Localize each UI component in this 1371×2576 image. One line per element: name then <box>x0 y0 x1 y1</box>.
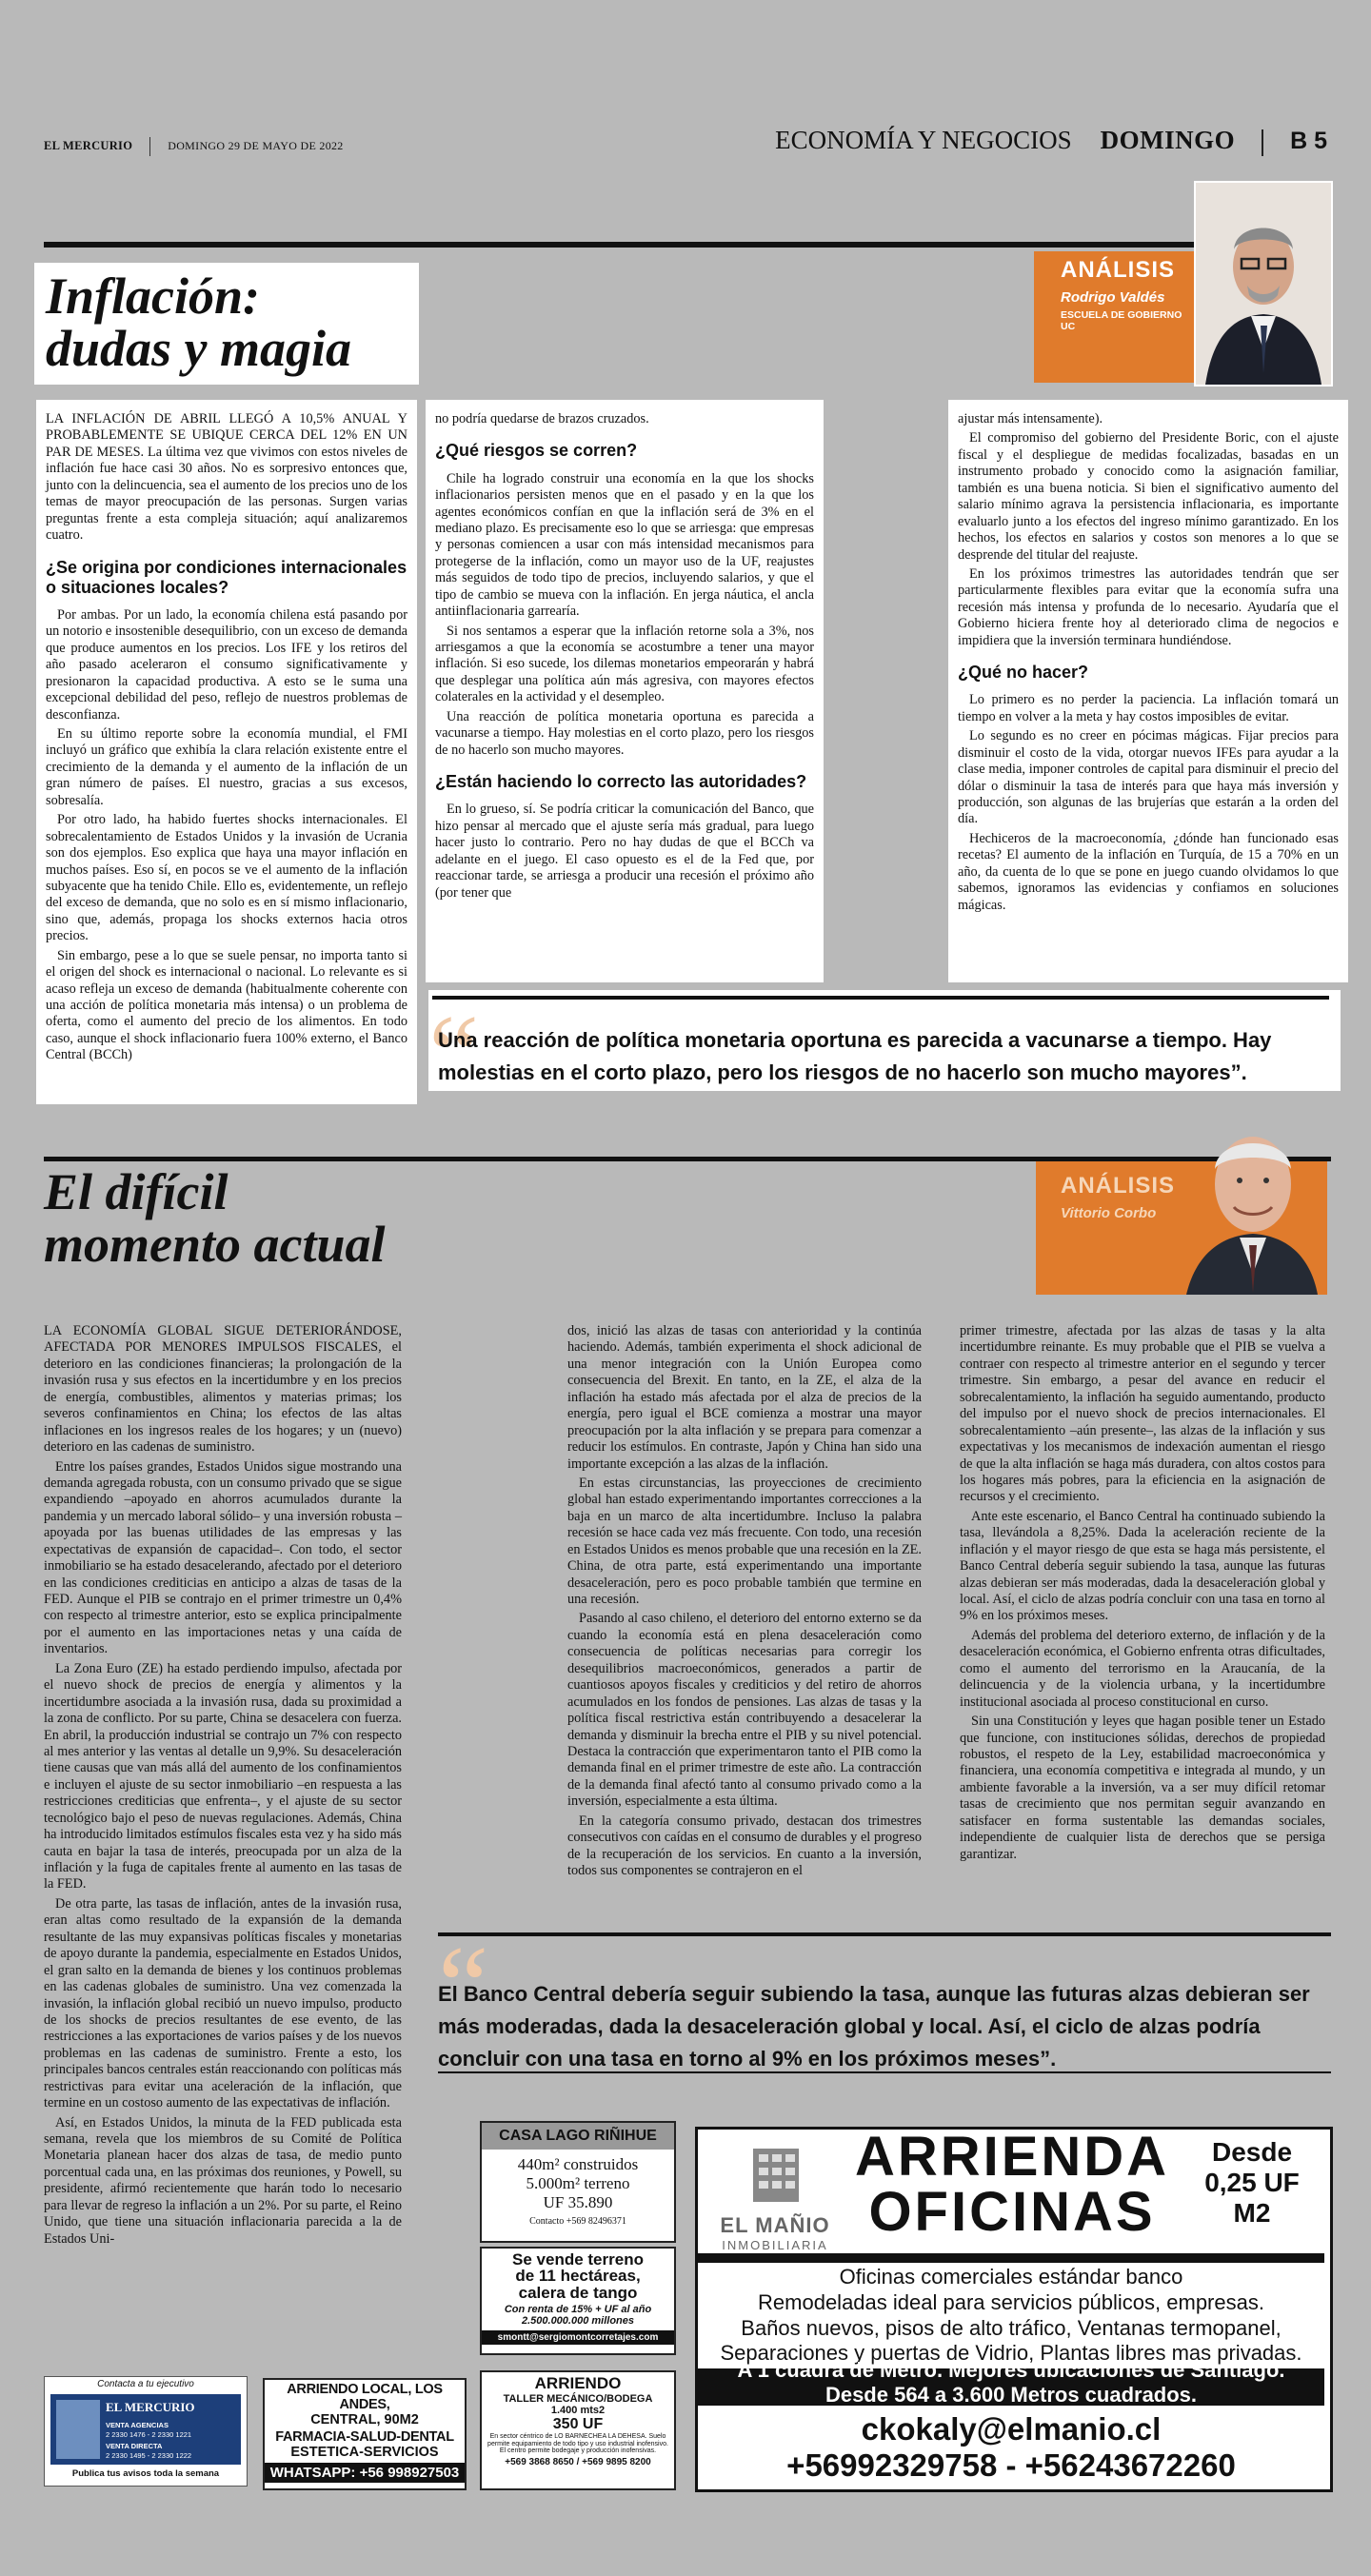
ad-text: Con renta de 15% + UF al año <box>504 2303 652 2315</box>
paragraph: dos, inició las alzas de tasas con anterioridad y la continúa haciendo. Además, también experimenta el shock adicional de una menor integración con la Unión Europea como consecuencia del Brexit. En tanto, en la ZE, el alza de la inflación ha estado más afectada por el alza de precios de la energía, pero igual el BCE comienza a mostrar una mayor preocupación por la alta inflación y se prepara para comenzar a reducir los estímulos. En contraste, Japón y China han sido una importante excepción a las alzas de la inflación. <box>567 1323 922 1472</box>
quote-mark-icon: “ <box>438 1922 489 2049</box>
ad-text: 5.000m² terreno <box>526 2174 630 2192</box>
article2-lead: LA ECONOMÍA GLOBAL SIGUE DETERIORÁNDOSE, AFECTADA POR MENORES IMPULSOS FISCALES, el deterioro en las condiciones financieras; la prolongación de la invasión rusa y sus efectos en la incertidumbre y en los precios de energía, combustibles, alimentos y materias primas; los severos confinamientos en China; los efectos de las altas inflaciones en los ingresos reales de los hogares; y un (nuevo) deterioro en las cadenas de suministro. <box>44 1323 402 1456</box>
ad-brand: EL MERCURIO <box>106 2400 195 2414</box>
article2-title: El difícil momento actual <box>44 1163 386 1274</box>
ad-price: 350 UF <box>552 2416 604 2432</box>
ad-text: 440m² construidos <box>517 2155 639 2173</box>
ad-text: VENTA DIRECTA <box>106 2442 163 2450</box>
paragraph: Sin una Constitución y leyes que hagan posible tener un Estado que funcione, con instituciones sólidas, derechos de propiedad robustos, el respeto de la Ley, estabilidad macroeconómica y financiera, una economía competitiva e integrada al mundo, y un ambiente favorable a la inversión, va a ser muy difícil retomar tasas de crecimiento que nos permitan seguir avanzando en satisfacer en forma sustentable las demandas sociales, independiente de cualquier lista de derechos que se persiga garantizar. <box>960 1714 1325 1862</box>
paragraph: El compromiso del gobierno del Presidente Boric, con el ajuste fiscal y el despliegue de medidas focalizadas, basadas en un instrumento probado y conocido como la asignación familiar, también es una buena noticia. Si bien el significativo aumento del salario mínimo agrava la persistencia inflacionaria, es importante evaluarlo junto a los efectos del ingreso mínimo garantizado. En los hechos, los efectos en salarios y costos son menores a lo que se desprende del titular del reajuste. <box>958 430 1339 563</box>
article2-column-2 <box>567 1323 922 1882</box>
ad-text: TALLER MECÁNICO/BODEGA <box>503 2393 653 2405</box>
subhead-3: ¿Están haciendo lo correcto las autoridades? <box>435 772 807 792</box>
article1-column-3 <box>948 400 1348 982</box>
paragraph: Además del problema del deterioro externo, de inflación y de la desaceleración económica, el Gobierno enfrenta otras dificultades, como el aumento del terrorismo en la Araucanía, de la delincuencia y de la violencia urbana, y la incertidumbre institucional asociada al proceso constitucional en curso. <box>960 1627 1325 1710</box>
author-name: Vittorio Corbo <box>1061 1205 1157 1221</box>
ad-taller[interactable] <box>480 2370 676 2490</box>
paragraph: Si nos sentamos a esperar que la inflación retorne sola a 3%, nos arriesgamos a que la economía se acostumbre a tener una mayor inflación. Si eso sucede, los dilemas monetarios empeorarán y habrá que desplegar una política aún más agresiva, con mayores efectos colaterales en la actividad y el desempleo. <box>435 623 814 705</box>
paragraph: Una reacción de política monetaria oportuna es parecida a vacunarse a tiempo. Hay molestias en el corto plazo, pero los riesgos de no hacerlo son mucho mayores. <box>435 708 814 758</box>
ad-text: 2.500.000.000 millones <box>521 2314 635 2327</box>
top-rule <box>44 242 1331 248</box>
ad-title: ARRIENDO <box>534 2374 622 2392</box>
paragraph: Hechiceros de la macroeconomía, ¿dónde han funcionado esas recetas? El aumento de la inflación en Turquía, de 15 a 70% en un año, da cuenta de lo que se pone en juego cuando olvidamos lo que sabemos, ignoramos las evidencias y confiamos en soluciones mágicas. <box>958 830 1339 913</box>
newspaper-name: EL MERCURIO <box>44 138 133 152</box>
ad-headline: ARRIENDA OFICINAS <box>854 2126 1170 2243</box>
paragraph: Ante este escenario, el Banco Central ha continuado subiendo la tasa, llevándola a 8,25%. Dada la aceleración reciente de la inflación y el mayor riesgo de que esta se haga más persistente, el Banco Central debería seguir subiendo la tasa, aunque las futuras alzas debieran ser más moderadas, dada la desaceleración global y local. Así, el ciclo de alzas podría concluir con una tasa en torno al 9% en los próximos meses. <box>960 1508 1325 1624</box>
paragraph: Por ambas. Por un lado, la economía chilena está pasando por un notorio e insostenible desequilibrio, con un exceso de demanda que produce aumentos en los precios. Los IFE y los retiros del año pasado aceleraron el consumo significativamente y presionaron la capacidad productiva. A esto se le suma una excepcional debilidad del peso, reflejo de nuestros problemas de desconfianza. <box>46 606 407 723</box>
paragraph: Pasando al caso chileno, el deterioro del entorno externo se da cuando la economía está en plena desaceleración como consecuencia de políticas necesarias para corregir los desequilibrios macroeconómicos, generados a partir de cuantiosos apoyos fiscales y crediticios y del retiro de ahorros acumulados en los fondos de pensiones. Las alzas de tasas y la política fiscal restrictiva están contribuyendo a desacelerar la demanda y disminuir la brecha entre el PIB y su nivel potencial. Destaca la contracción que experimentaron tanto el PIB como la demanda final en el primer trimestre de este año. La contracción de la demanda final afectó tanto al consumo privado como a la inversión, especialmente a esta última. <box>567 1611 922 1810</box>
ad-text: Contacta a tu ejecutivo <box>97 2379 194 2389</box>
ad-terreno[interactable] <box>480 2247 676 2355</box>
building-icon <box>745 2143 806 2204</box>
paragraph: En su último reporte sobre la economía mundial, el FMI incluyó un gráfico que exhibía la clara relación existente entre el crecimiento de la demanda y el aumento de la inflación de un gran número de países. El nuestro, gracias a sus excesos, sobresalía. <box>46 726 407 808</box>
ad-oficinas[interactable] <box>695 2127 1333 2492</box>
ad-text: Se vende terreno <box>512 2250 644 2269</box>
subhead-4: ¿Qué no hacer? <box>958 663 1089 683</box>
article1-title: Inflación: dudas y magia <box>34 263 419 385</box>
ad-contact <box>698 2411 1324 2484</box>
ad-text: ARRIENDO LOCAL, LOS ANDES, <box>287 2382 443 2412</box>
ad-email[interactable]: ckokaly@elmanio.cl <box>861 2411 1162 2447</box>
day-name: DOMINGO <box>1100 126 1236 154</box>
article1-column-2 <box>426 400 824 982</box>
pullquote-text: Una reacción de política monetaria oportuna es parecida a vacunarse a tiempo. Hay molestias en el corto plazo, pero los riesgos de no hacerlo son mucho mayores”. <box>438 1028 1272 1085</box>
pullquote-text: El Banco Central debería seguir subiendo la tasa, aunque las futuras alzas debieran ser más moderadas, dada la desaceleración global y local. Así, el ciclo de alzas podría concluir con una tasa en torno al 9% en los próximos meses”. <box>438 1982 1310 2071</box>
ad-location: A 1 cuadra de Metro. Mejores ubicaciones de Santiago. Desde 564 a 3.600 Metros cuadrados. <box>737 2358 1285 2408</box>
paragraph: En lo grueso, sí. Se podría criticar la comunicación del Banco, que hizo pensar al mercado que el ajuste sería más gradual, para luego hacer justo lo contrario. Pero no hay dudas de que el BCCh va adelante en el juego. El caso opuesto es el de la Fed que, por reaccionar tarde, se arriesga a producir una recesión el próximo año (por tener que <box>435 802 814 901</box>
ad-text: CENTRAL, 90M2 <box>310 2412 419 2427</box>
subhead-2: ¿Qué riesgos se corren? <box>435 441 638 461</box>
ad-whatsapp: WHATSAPP: +56 998927503 <box>265 2463 465 2483</box>
article1-analysis-box <box>1034 251 1194 383</box>
paragraph: Así, en Estados Unidos, la minuta de la FED publicada esta semana, revela que los miembros de su Comité de Política Monetaria planean hacer dos alzas de tasa, de medio punto porcentual cada una, en las próximas dos reuniones, y Powell, su presidente, afirmó recientemente que harán todo lo necesario para llevar de regreso la inflación a un 2%. Por su parte, el Reino Unido, que tiene una situación inflacionaria parecida a la de Estados Uni- <box>44 2114 402 2247</box>
author-photo-valdes <box>1194 181 1333 386</box>
paragraph: Sin embargo, pese a lo que se suele pensar, no importa tanto si el origen del shock es internacional o nacional. Lo relevante es si acaso refleja un exceso de demanda (habitualmente coherente con una acción de política monetaria más intensa) o un problema de oferta, como el aumento del precio de los alimentos. En todo caso, aunque el shock inflacionario fuera 100% externo, el Banco Central (BCCh) <box>46 947 407 1063</box>
ad-text: FARMACIA-SALUD-DENTAL <box>275 2429 454 2445</box>
ad-text: calera de tango <box>518 2283 638 2302</box>
page-number: B 5 <box>1290 128 1327 154</box>
masthead-right <box>775 126 1327 156</box>
ad-text: 2 2330 1476 - 2 2330 1221 <box>106 2430 192 2439</box>
ad-phones[interactable]: +56992329758 - +56243672260 <box>786 2447 1236 2483</box>
ad-description: Oficinas comerciales estándar banco Remodeladas ideal para servicios públicos, empresas. Baños nuevos, pisos de alto tráfico, Ventanas termopanel, Separaciones y puertas de Vidrio, Plantas libres mas privadas. <box>698 2263 1324 2368</box>
paragraph: La Zona Euro (ZE) ha estado perdiendo impulso, afectada por el nuevo shock de precios de energía y alimentos y la incertidumbre asociada a la invasión rusa, dada su proximidad a la zona de conflicto. Por su parte, China se desacelera con fuerza. En abril, la producción industrial se contrajo un 7% con respecto al mes anterior y las ventas al detalle un 9,9%. Su desaceleración tiene causas que van más allá del aumento de los confinamientos e incluyen el ajuste de su sector inmobiliario –en respuesta a las restricciones crediticias que enfrenta–, y el ajuste de su sector tecnológico bajo el peso de nuevas regulaciones. Además, China ha introducido limitados estímulos fiscales esta vez y ha sido más cauta en bajar la tasa de interés, preocupada por un alza de la inflación y la fuga de capitales frente al aumento en las tasas de la FED. <box>44 1660 402 1892</box>
paragraph: De otra parte, las tasas de inflación, antes de la invasión rusa, eran altas como resultado de la expansión de la demanda resultante de las muy expansivas políticas fiscales y monetarias de apoyo durante la pandemia, especialmente en Estados Unidos, el gran salto en la demanda de bienes y los continuos problemas en las cadenas globales de suministro. Una vez comenzada la invasión, la inflación global recibió un nuevo impulso, producto de los shocks de precios resultantes de ese evento, de las restricciones a las exportaciones de varios países y de los nuevos problemas en las cadenas de suministro. Frente a esto, los principales bancos centrales están reaccionando con políticas más restrictivas para evitar una aceleración de la inflación, que termine en un costoso aumento de las expectativas de inflación. <box>44 1895 402 2111</box>
paragraph: Por otro lado, ha habido fuertes shocks internacionales. El sobrecalentamiento de Estados Unidos y la invasión de Ucrania son dos ejemplos. Eso explica que haya una mayor inflación en muchos países. Eso sí, en pocos se ve el aumento de la inflación subyacente que ha tenido Chile. Ello es, evidentemente, un reflejo del exceso de demanda, que no solo es en sí mismo inflacionario, sino que, además, propaga los shocks externos hacia otros precios. <box>46 812 407 944</box>
ad-logo <box>704 2135 846 2265</box>
author-photo-corbo <box>1173 1112 1325 1295</box>
ad-text: 2 2330 1495 - 2 2330 1222 <box>106 2451 192 2460</box>
quote-mark-icon: “ <box>428 991 480 1118</box>
date: DOMINGO 29 DE MAYO DE 2022 <box>168 138 344 152</box>
analysis-label: ANÁLISIS <box>1061 257 1176 283</box>
ad-local[interactable] <box>263 2378 467 2490</box>
ad-brand-sub: INMOBILIARIA <box>722 2238 828 2252</box>
paragraph: Lo primero es no perder la paciencia. La inflación tomará un tiempo en volver a la meta y hay costos imposibles de evitar. <box>958 692 1339 724</box>
ad-text: ESTETICA-SERVICIOS <box>290 2445 439 2460</box>
paragraph: no podría quedarse de brazos cruzados. <box>435 411 649 426</box>
paragraph: Chile ha logrado construir una economía en la que los shocks inflacionarios persisten menos que en el pasado y en la que los agentes económicos confían en que la inflación será de 3% en el mediano plazo. Es precisamente eso lo que se arriesga: que empresas y personas comiencen a usar con más intensidad mecanismos para protegerse de la inflación, como un mayor uso de la UF, reajustes más seguidos de todo tipo de precios, incluyendo salarios, y que el tipo de cambio se mueva con la inflación. En jerga náutica, el ancla antiinflacionaria garrearía. <box>435 470 814 620</box>
article2-column-3 <box>960 1323 1325 1866</box>
author-institution: ESCUELA DE GOBIERNO UC <box>1061 309 1182 332</box>
paragraph: En estas circunstancias, las proyecciones de crecimiento global han estado experimentando importantes correcciones a la baja en un marco de alta incertidumbre. Incluso la palabra recesión se hace cada vez más frecuente. Con todo, una recesión en Estados Unidos es menos probable que una recesión en la ZE. China, de otra parte, está experimentando una importante desaceleración, pero es poco probable también que termine en una recesión. <box>567 1475 922 1607</box>
ad-text: VENTA AGENCIAS <box>106 2421 169 2429</box>
ad-text: de 11 hectáreas, <box>515 2267 641 2286</box>
paragraph: En la categoría consumo privado, destacan dos trimestres consecutivos con caídas en el consumo de durables y el progreso de la recuperación de los servicios. En cuanto a la inversión, todos sus componentes se contrajeron en el <box>567 1813 922 1878</box>
masthead-left <box>44 137 344 156</box>
ad-el-mercurio[interactable] <box>44 2376 248 2487</box>
section-name: ECONOMÍA Y NEGOCIOS <box>775 126 1072 154</box>
paragraph: ajustar más intensamente). <box>958 411 1103 426</box>
paragraph: En los próximos trimestres las autoridades tendrán que ser particularmente flexibles para evitar que la economía sufra una recesión más intensa y profunda de lo necesario. Ayudaría que el Gobierno hiciera frente hoy al deteriorado clima de negocios e impidiera que la inversión terminara hundiéndose. <box>958 565 1339 648</box>
analysis-label: ANÁLISIS <box>1061 1173 1176 1199</box>
ad-brand: EL MAÑIO <box>720 2213 830 2237</box>
ad-text: Publica tus avisos toda la semana <box>71 2468 220 2479</box>
newspaper-thumb-icon <box>56 2400 100 2459</box>
ad-email: smontt@sergiomontcorretajes.com <box>482 2330 674 2345</box>
article2-column-1 <box>44 1323 402 2250</box>
ad-casa-lago[interactable] <box>480 2121 676 2243</box>
article1-lead: LA INFLACIÓN DE ABRIL LLEGÓ A 10,5% ANUAL Y PROBABLEMENTE SE UBIQUE CERCA DEL 12% EN UN PAR DE MESES. La última vez que vivimos con estos niveles de inflación fue hace casi 30 años. No es sorpresivo entonces que, junto con la delincuencia, sea el aumento de los precios uno de los temas de mayor preocupación de las personas. Surgen varias preguntas frente a esta compleja situación; aquí analizaremos cuatro. <box>46 411 407 544</box>
ad-price-box: Desde 0,25 UF M2 <box>1204 2137 1300 2229</box>
ad-fine-print: En sector céntrico de LO BARNECHEA LA DEHESA. Suelo permite equipamiento de todo tipo y uso industrial inofensivo. El centro permite bodegaje y producción inofensivas. <box>487 2433 668 2455</box>
ad-text: 1.400 mts2 <box>550 2405 606 2416</box>
paragraph: Entre los países grandes, Estados Unidos sigue mostrando una demanda agregada robusta, con un consumo privado que se sigue expandiendo –apoyado en ahorros acumulados durante la pandemia y un mercado laboral sólido– y una inversión robusta –apoyada por las buenas utilidades de las empresas y las expectativas de expansión de capacidad–. Con todo, el sector inmobiliario se ha estado desacelerando, afectado por el deterioro en las condiciones crediticias en anticipo a alzas de tasas de la FED. Aunque el PIB se contrajo en el primer trimestre un 0,4% con respecto al trimestre anterior, esto se explica principalmente por el aumento en las importaciones netas y una caída de inventarios. <box>44 1458 402 1657</box>
article2-pullquote-box <box>438 1922 1331 2081</box>
ad-contact: Contacto +569 82496371 <box>529 2216 626 2227</box>
author-name: Rodrigo Valdés <box>1061 289 1165 306</box>
ad-text: UF 35.890 <box>543 2193 613 2211</box>
article1-column-1 <box>36 400 417 1104</box>
paragraph: Lo segundo es no creer en pócimas mágicas. Fijar precios para disminuir el costo de la vida, otorgar nuevos IFEs para ayudar a la clase media, imponer controles de capital para disminuir el precio del dólar o disminuir la tasa de interés para que haya más inversión y producción, son algunas de las brujerías que estarán a la orden del día. <box>958 728 1339 827</box>
paragraph: primer trimestre, afectada por las alzas de tasas y la alta incertidumbre reinante. Es muy probable que el PIB se vuelva a contraer con respecto al trimestre anterior en el segundo y tercer trimestre. Sin embargo, a pesar del avance en reducir el sobrecalentamiento, la inflación ha seguido aumentando, producto del impulso por el nuevo shock de precios internacionales. El sobrecalentamiento –aún presente–, las alzas de la inflación y sus expectativas y los mecanismos de indexación aumentan el riesgo de que la alta inflación se haga más duradera, con altos costos para los hogares más pobres, para la eficiencia en la asignación de recursos y el crecimiento. <box>960 1323 1325 1505</box>
ad-title: CASA LAGO RIÑIHUE <box>482 2123 674 2150</box>
subhead-1: ¿Se origina por condiciones internacionales o situaciones locales? <box>46 557 407 597</box>
ad-phones: +569 3868 8650 / +569 9895 8200 <box>505 2457 651 2468</box>
article1-pullquote-box <box>428 990 1341 1118</box>
